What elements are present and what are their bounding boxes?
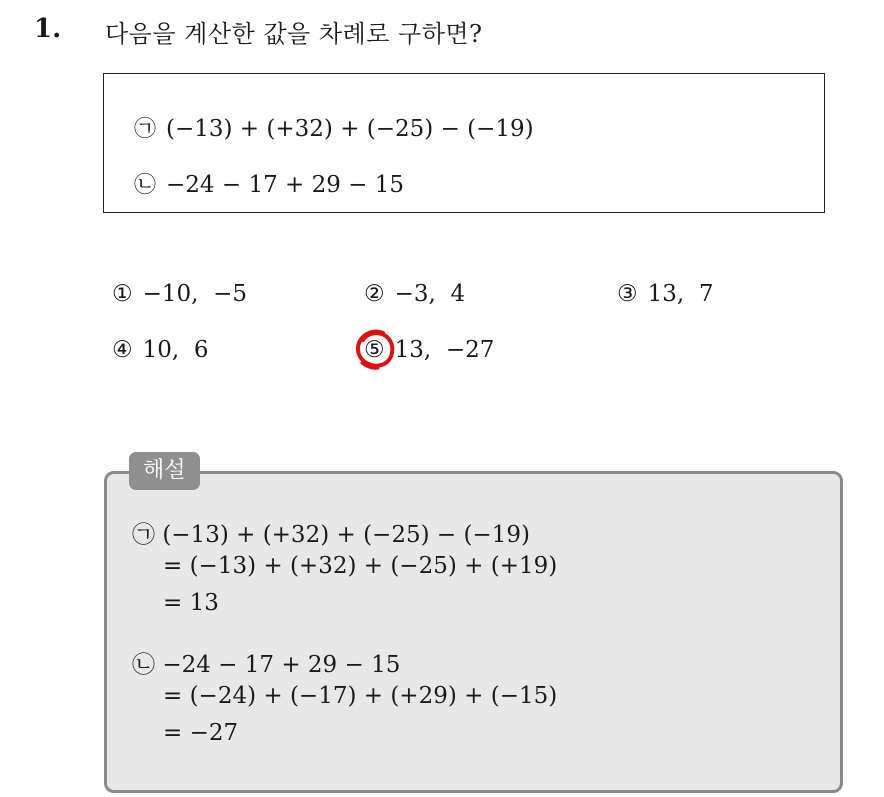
- item-marker: ㉡: [134, 173, 157, 198]
- given-expression: (−13) + (+32) + (−25) − (−19): [166, 116, 534, 142]
- item-marker: ㉡: [132, 652, 155, 678]
- item-marker: ㉠: [134, 117, 157, 142]
- choice-marker: ②: [364, 281, 385, 307]
- choice-4[interactable]: [112, 337, 208, 363]
- solution-line: = (−24) + (−17) + (+29) + (−15): [163, 683, 558, 709]
- solution-line: = −27: [163, 720, 239, 746]
- choice-marker: ⑤: [364, 337, 385, 363]
- choice-text: −10, −5: [142, 281, 248, 307]
- solution-label-tab: 해설: [129, 452, 200, 490]
- question-prompt: 다음을 계산한 값을 차례로 구하면?: [105, 20, 483, 48]
- choice-text: 13, −27: [394, 337, 495, 363]
- choice-text: 13, 7: [647, 281, 714, 307]
- item-marker: ㉠: [132, 522, 155, 548]
- solution-line: = (−13) + (+32) + (−25) + (+19): [163, 553, 558, 579]
- solution-line: = 13: [163, 590, 219, 616]
- choice-marker: ③: [617, 281, 638, 307]
- solution-box: [104, 471, 843, 793]
- choice-1[interactable]: [112, 281, 247, 307]
- given-item: [134, 112, 534, 143]
- given-expressions-box: [103, 73, 825, 213]
- choice-text: 10, 6: [142, 337, 209, 363]
- choice-3[interactable]: [617, 281, 713, 307]
- choice-marker: ①: [112, 281, 133, 307]
- given-item: [134, 168, 404, 199]
- question-number: 1.: [34, 14, 62, 44]
- choice-5[interactable]: [364, 337, 494, 363]
- solution-line: ㉡ −24 − 17 + 29 − 15: [132, 652, 401, 678]
- solution-line: ㉠ (−13) + (+32) + (−25) − (−19): [132, 522, 530, 548]
- choice-text: −3, 4: [394, 281, 466, 307]
- given-expression: −24 − 17 + 29 − 15: [166, 172, 405, 198]
- choice-2[interactable]: [364, 281, 465, 307]
- choice-marker: ④: [112, 337, 133, 363]
